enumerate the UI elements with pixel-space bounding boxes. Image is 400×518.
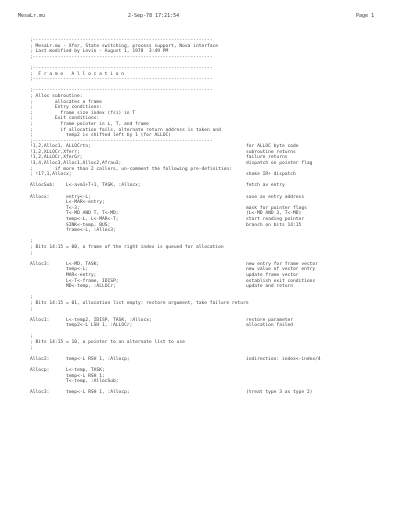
- code-instruction: temp<-L RSH 1, :Allocp;: [66, 390, 130, 396]
- code-comment: restore parameter: [246, 317, 294, 323]
- code-label: ; Bits 14:15 = 00, a frame of the right index is queued for allocation: [30, 244, 224, 250]
- code-label: Alloc3:: [30, 390, 50, 396]
- code-comment: allocation failed: [246, 323, 294, 329]
- code-comment: branch on bits 14:15: [246, 222, 302, 228]
- code-label: ;: [30, 306, 33, 312]
- code-instruction: temp<-L RSH 1, :Allocp;: [66, 356, 130, 362]
- code-label: ;: [30, 345, 33, 351]
- file-name: MesaLr.mu: [18, 13, 46, 19]
- code-label: ;-----------------------------------------------------------------: [30, 88, 213, 94]
- code-comment: new value of vector entry: [246, 267, 316, 273]
- code-comment: start reading pointer: [246, 217, 305, 222]
- code-label: ;-----------------------------------------------------------------: [30, 38, 213, 43]
- code-comment: update and return: [246, 284, 294, 290]
- code-comment: fetch av entry: [246, 183, 285, 189]
- code-instruction: T<-3;: [66, 205, 80, 211]
- code-label: Allocp:: [30, 368, 50, 374]
- code-comment: update frame vector: [246, 272, 299, 278]
- code-comment: subroutine returns: [246, 149, 296, 155]
- code-instruction: temp<-L;: [66, 267, 89, 273]
- code-instruction: MD<-temp, :ALLOCr;: [66, 284, 116, 290]
- code-label: ; Bits 14:15 = 10, a pointer to an alternate list to use: [30, 340, 185, 346]
- code-label: ; MesaLr.mu - Xfer, State switching, process support, Nova interface: [30, 43, 219, 49]
- code-comment: new entry for frame vector: [246, 261, 318, 267]
- page-number: [356, 14, 374, 20]
- code-label: ; temp2 is shifted left by 1 (for ALLOC): [30, 133, 172, 139]
- code-label: ;-----------------------------------------------------------------: [30, 54, 213, 60]
- code-instruction: SINK<-temp, BUS;: [66, 222, 111, 228]
- code-comment: save av entry address: [246, 194, 305, 200]
- code-instruction: T<-temp, :AllocSub;: [66, 379, 119, 385]
- code-comment: for ALLOC byte code: [246, 144, 299, 150]
- code-label: AllocSub:: [30, 183, 55, 189]
- code-comment: establish exit conditions: [246, 278, 316, 284]
- code-label: !1,2,XLLOCr,Xferr;: [30, 149, 80, 155]
- code-label: Alloc1:: [30, 317, 50, 323]
- code-instruction: L<-T<-frame, IDISP;: [66, 278, 119, 284]
- code-comment: dispatch on pointer flag: [246, 161, 313, 167]
- code-label: ; frame size index (fsi) in T: [30, 110, 136, 116]
- code-label: ; Alloc subroutine:: [30, 93, 83, 99]
- code-label: ; frame pointer in L, T, and frame: [30, 121, 149, 127]
- code-comment: indirection: index<-index/4: [246, 356, 321, 362]
- page-label: Page: [356, 13, 369, 19]
- listing-body: [30, 38, 390, 396]
- code-comment: failure returns: [246, 155, 288, 161]
- code-instruction: T<-MD AND T, T<-MD;: [66, 211, 119, 217]
- code-label: ;: [30, 250, 33, 256]
- code-label: ; Exit conditions:: [30, 116, 100, 122]
- code-instruction: L<-MD, TASK;: [66, 261, 100, 267]
- code-instruction: entry<-L;: [66, 194, 91, 200]
- code-instruction: temp<-L, L<-MAR<-T;: [66, 217, 119, 222]
- code-label: ;-----------------------------------------------------------------: [30, 65, 213, 71]
- code-label: ;-----------------------------------------------------------------: [30, 77, 213, 83]
- code-instruction: L<-MAR<-entry;: [66, 200, 105, 206]
- code-label: !1,2,Alloc1, ALLOCrtn;: [30, 144, 91, 150]
- print-date: 2-Sep-78 17:21:54: [128, 13, 180, 19]
- code-label: ;: [30, 239, 33, 245]
- code-label: Allocx:: [30, 194, 50, 200]
- code-label: ; if allocation fails, alternate return address is taken and: [30, 127, 221, 133]
- code-label: Alloc3:: [30, 261, 50, 267]
- code-label: ;: [30, 334, 33, 340]
- code-instruction: temp2<-L LSH 1, :ALLOCr;: [66, 323, 133, 329]
- code-instruction: L<-avm1+T+1, TASK, :Allocx;: [66, 183, 141, 189]
- code-instruction: temp<-L RSH 1;: [66, 373, 105, 379]
- code-comment: (L<-MD AND 3, T<-MD): [246, 211, 302, 217]
- code-label: ; Bits 14:15 = 01, allocation list empty: restore argument, take failure return: [30, 300, 249, 306]
- code-instruction: frame<-L, :Alloc3;: [66, 228, 116, 234]
- page-number-value: 1: [371, 13, 375, 19]
- code-label: Alloc2:: [30, 356, 50, 362]
- code-label: ; Entry conditions:: [30, 105, 102, 111]
- code-label: ; F r a m e A l l o c a t i o n: [30, 71, 125, 77]
- code-comment: shake IR+ dispatch: [246, 172, 296, 178]
- code-instruction: L<-temp2, IDISP, TASK, :Allocx;: [66, 317, 152, 323]
- code-instruction: L<-temp, TASK;: [66, 368, 105, 374]
- code-line: [30, 390, 390, 396]
- code-label: ; if more than 2 callers, un-comment the following pre-definition:: [30, 166, 232, 172]
- code-label: ; Last modified by Levin - August 1, 1978 3:49 PM: [30, 49, 169, 55]
- code-label: !1,2,ALLOCr,XferGr;: [30, 155, 83, 161]
- code-label: ;: [30, 295, 33, 301]
- code-comment: mask for pointer flags: [246, 205, 307, 211]
- code-label: ; !17,1,Allocx;: [30, 172, 72, 178]
- code-label: ;-----------------------------------------------------------------: [30, 138, 213, 144]
- code-label: ; allocates a frame: [30, 99, 102, 105]
- code-comment: (treat type 3 as type 2): [246, 390, 313, 396]
- code-instruction: MAR<-entry;: [66, 272, 97, 278]
- code-label: !3,4,Alloc3,Alloc1,Alloc2,Afrau3;: [30, 161, 122, 167]
